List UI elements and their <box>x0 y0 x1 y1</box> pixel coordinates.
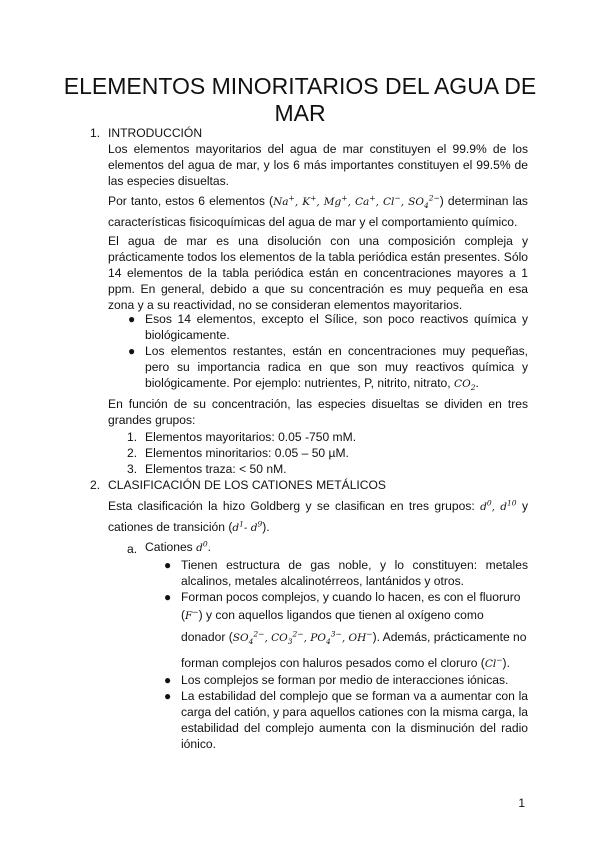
bullet-icon: ● <box>164 673 172 687</box>
section-2-bullet-2-line-1: Forman pocos complejos, y cuando lo hacen, es con el fluoruro <box>181 590 521 604</box>
section-1-heading: INTRODUCCIÓN <box>108 126 203 140</box>
section-1-bullet-1: Esos 14 elementos, excepto el Sílice, son poco reactivos química y biológicamente. <box>145 312 528 342</box>
section-2-bullet-4: La estabilidad del complejo que se forman va a aumentar con la carga del catión, y para aquellos cationes con la misma carga, la estabilidad del complejo aumenta con la disminución del radio iónico. <box>181 689 528 751</box>
group-number: 1. <box>127 430 138 444</box>
subsection-a-label: a. <box>127 542 138 556</box>
section-2-bullet-3: Los complejos se forman por medio de interacciones iónicas. <box>181 673 509 687</box>
bullet-icon: ● <box>128 344 136 358</box>
section-1-paragraph-2 <box>108 191 528 232</box>
section-2-number: 2. <box>90 478 101 492</box>
group-item: Elementos minoritarios: 0.05 – 50 µM. <box>145 446 349 460</box>
bullet-icon: ● <box>164 590 172 604</box>
section-1-paragraph-1: Los elementos mayoritarios del agua de mar constituyen el 99.9% de los elementos del agua de mar, y los 6 más importantes constituyen el 99.5% de las especies disueltas. <box>108 142 528 188</box>
section-2-bullet-2-line-3: donador ($SO_4^{2-}$, $CO_3^{2-}$, $PO_4^{3-}$, OH−). Además, prácticamente no <box>181 629 527 647</box>
group-number: 3. <box>127 462 138 476</box>
section-2-bullet-1: Tienen estructura de gas noble, y lo constituyen: metales alcalinos, metales alcalinotérreos, lantánidos y otros. <box>181 558 528 588</box>
chloride-formula: Cl− <box>484 655 503 670</box>
transition-range-formula: $d^1-$ $d^9$ <box>232 519 263 534</box>
section-1-paragraph-3: El agua de mar es una disolución con una composición compleja y prácticamente todos los elementos de la tabla periódica están presentes. Sólo 14 elementos de la tabla periódica están en concentraciones mayores a 1 ppm. En general, debido a que su concentración es muy pequeña en esa zona y a su reactividad, no se consideran elementos mayoritarios. <box>108 234 528 312</box>
group-item: Elementos mayoritarios: 0.05 -750 mM. <box>145 430 357 444</box>
group-number: 2. <box>127 446 138 460</box>
d0-formula: $d^0$ <box>196 539 208 554</box>
paragraph-text: Esta clasificación la hizo Goldberg y se clasifican en tres grupos: <box>108 499 475 513</box>
section-2-bullet-2-line-2: (F−) y con aquellos ligandos que tienen al oxígeno como <box>181 607 484 622</box>
d0-formula: $d^0$, $d^{10}$ <box>480 498 517 513</box>
bullet-icon: ● <box>164 558 172 572</box>
oxygen-ligands-formula: $SO_4^{2-}$, $CO_3^{2-}$, $PO_4^{3-}$, OH− <box>232 629 373 647</box>
paragraph-text: cationes de transición ( <box>108 520 233 534</box>
fluoride-formula: F− <box>185 607 199 622</box>
co2-formula: $CO_2$ <box>454 378 476 393</box>
section-1-paragraph-4: En función de su concentración, las especies disueltas se dividen en tres grandes grupos: <box>108 397 528 427</box>
document-title: ELEMENTOS MINORITARIOS DEL AGUA DE MAR <box>63 73 537 126</box>
section-2-bullet-2-line-4: forman complejos con haluros pesados como el cloruro (Cl−). <box>181 655 510 670</box>
bullet-icon: ● <box>128 312 136 326</box>
section-1-bullet-2: Los elementos restantes, están en concentraciones muy pequeñas, pero su importancia radica en que son muy reactivos química y biológicamente. Por ejemplo: nutrientes, P, nitrito, nitrato, $CO_2$. <box>145 344 528 393</box>
section-1-number: 1. <box>90 126 101 140</box>
paragraph-2-text-start: Por tanto, estos 6 elementos ( <box>108 194 274 208</box>
group-item: Elementos traza: < 50 nM. <box>145 462 287 476</box>
bullet-2-text: Los elementos restantes, están en concentraciones muy pequeñas, pero su importancia radica en que son muy reactivos química y biológicamente. Por ejemplo: nutrientes, P, nitrito, nitrato, <box>145 344 528 390</box>
section-2-paragraph-1: Esta clasificación la hizo Goldberg y se clasifican en tres grupos: $d^0$, $d^{10}$ y cationes de transición ($d^1-$ $d^9$). <box>108 498 528 534</box>
section-2-heading: CLASIFICACIÓN DE LOS CATIONES METÁLICOS <box>108 478 386 492</box>
ion-list-formula: Na+, K+, Mg+, Ca+, Cl−, $SO_4^{2-}$ <box>273 193 440 211</box>
page-number: 1 <box>518 796 525 810</box>
paragraph-2-text-end: ) determinan las características fisicoquímicas del agua de mar y el comportamiento químico. <box>108 194 528 229</box>
paragraph-text: y <box>521 499 528 513</box>
bullet-icon: ● <box>164 689 172 703</box>
subsection-a-title: Cationes $d^0$. <box>145 539 211 554</box>
